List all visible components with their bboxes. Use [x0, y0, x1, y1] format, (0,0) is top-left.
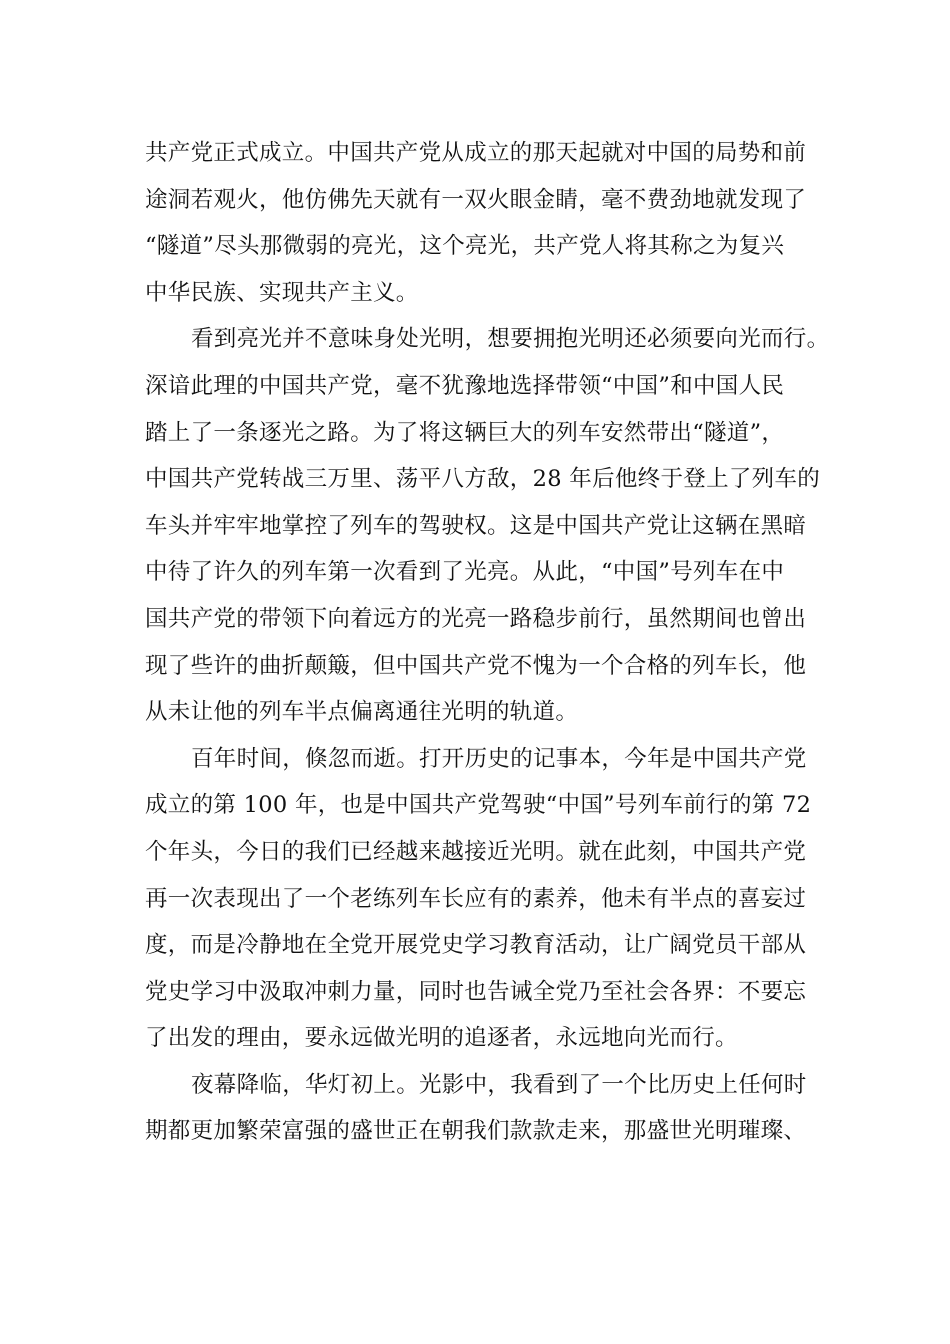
- text-line: 途洞若观火，他仿佛先天就有一双火眼金睛，毫不费劲地就发现了: [145, 186, 807, 213]
- text-line: 国共产党的带领下向着远方的光亮一路稳步前行，虽然期间也曾出: [145, 605, 807, 632]
- text-line: 了出发的理由，要永远做光明的追逐者，永远地向光而行。: [145, 1025, 738, 1052]
- text-line: 再一次表现出了一个老练列车长应有的素养，他未有半点的喜妄过: [145, 885, 807, 912]
- text-line: 中待了许久的列车第一次看到了光亮。从此，“中国”号列车在中: [145, 559, 785, 586]
- paragraph-1: [145, 130, 810, 316]
- text-line: 期都更加繁荣富强的盛世正在朝我们款款走来，那盛世光明璀璨、: [145, 1118, 807, 1145]
- text-line: 从未让他的列车半点偏离通往光明的轨道。: [145, 699, 579, 726]
- text-line: 百年时间，倏忽而逝。打开历史的记事本，今年是中国共产党: [191, 745, 807, 772]
- document-body: [145, 130, 830, 1155]
- text-line: 看到亮光并不意味身处光明，想要拥抱光明还必须要向光而行。: [191, 326, 830, 353]
- text-line: 现了些许的曲折颠簸，但中国共产党不愧为一个合格的列车长，他: [145, 652, 807, 679]
- paragraph-4: [145, 1062, 810, 1155]
- text-line: 个年头，今日的我们已经越来越接近光明。就在此刻，中国共产党: [145, 838, 807, 865]
- text-line: 成立的第 100 年，也是中国共产党驾驶“中国”号列车前行的第 72: [145, 792, 812, 819]
- paragraph-3: [145, 736, 810, 1062]
- text-line: “隧道”尽头那微弱的亮光，这个亮光，共产党人将其称之为复兴: [145, 233, 785, 260]
- text-line: 中国共产党转战三万里、荡平八方敌，28 年后他终于登上了列车的: [145, 466, 821, 493]
- text-line: 中华民族、实现共产主义。: [145, 279, 419, 306]
- text-line: 车头并牢牢地掌控了列车的驾驶权。这是中国共产党让这辆在黑暗: [145, 512, 807, 539]
- paragraph-2: [145, 316, 830, 735]
- text-line: 夜幕降临，华灯初上。光影中，我看到了一个比历史上任何时: [191, 1071, 807, 1098]
- text-line: 踏上了一条逐光之路。为了将这辆巨大的列车安然带出“隧道”，: [145, 419, 785, 446]
- text-line: 党史学习中汲取冲刺力量，同时也告诫全党乃至社会各界：不要忘: [145, 978, 807, 1005]
- text-line: 共产党正式成立。中国共产党从成立的那天起就对中国的局势和前: [145, 140, 807, 166]
- text-line: 深谙此理的中国共产党，毫不犹豫地选择带领“中国”和中国人民: [145, 372, 785, 399]
- text-line: 度，而是冷静地在全党开展党史学习教育活动，让广阔党员干部从: [145, 932, 807, 959]
